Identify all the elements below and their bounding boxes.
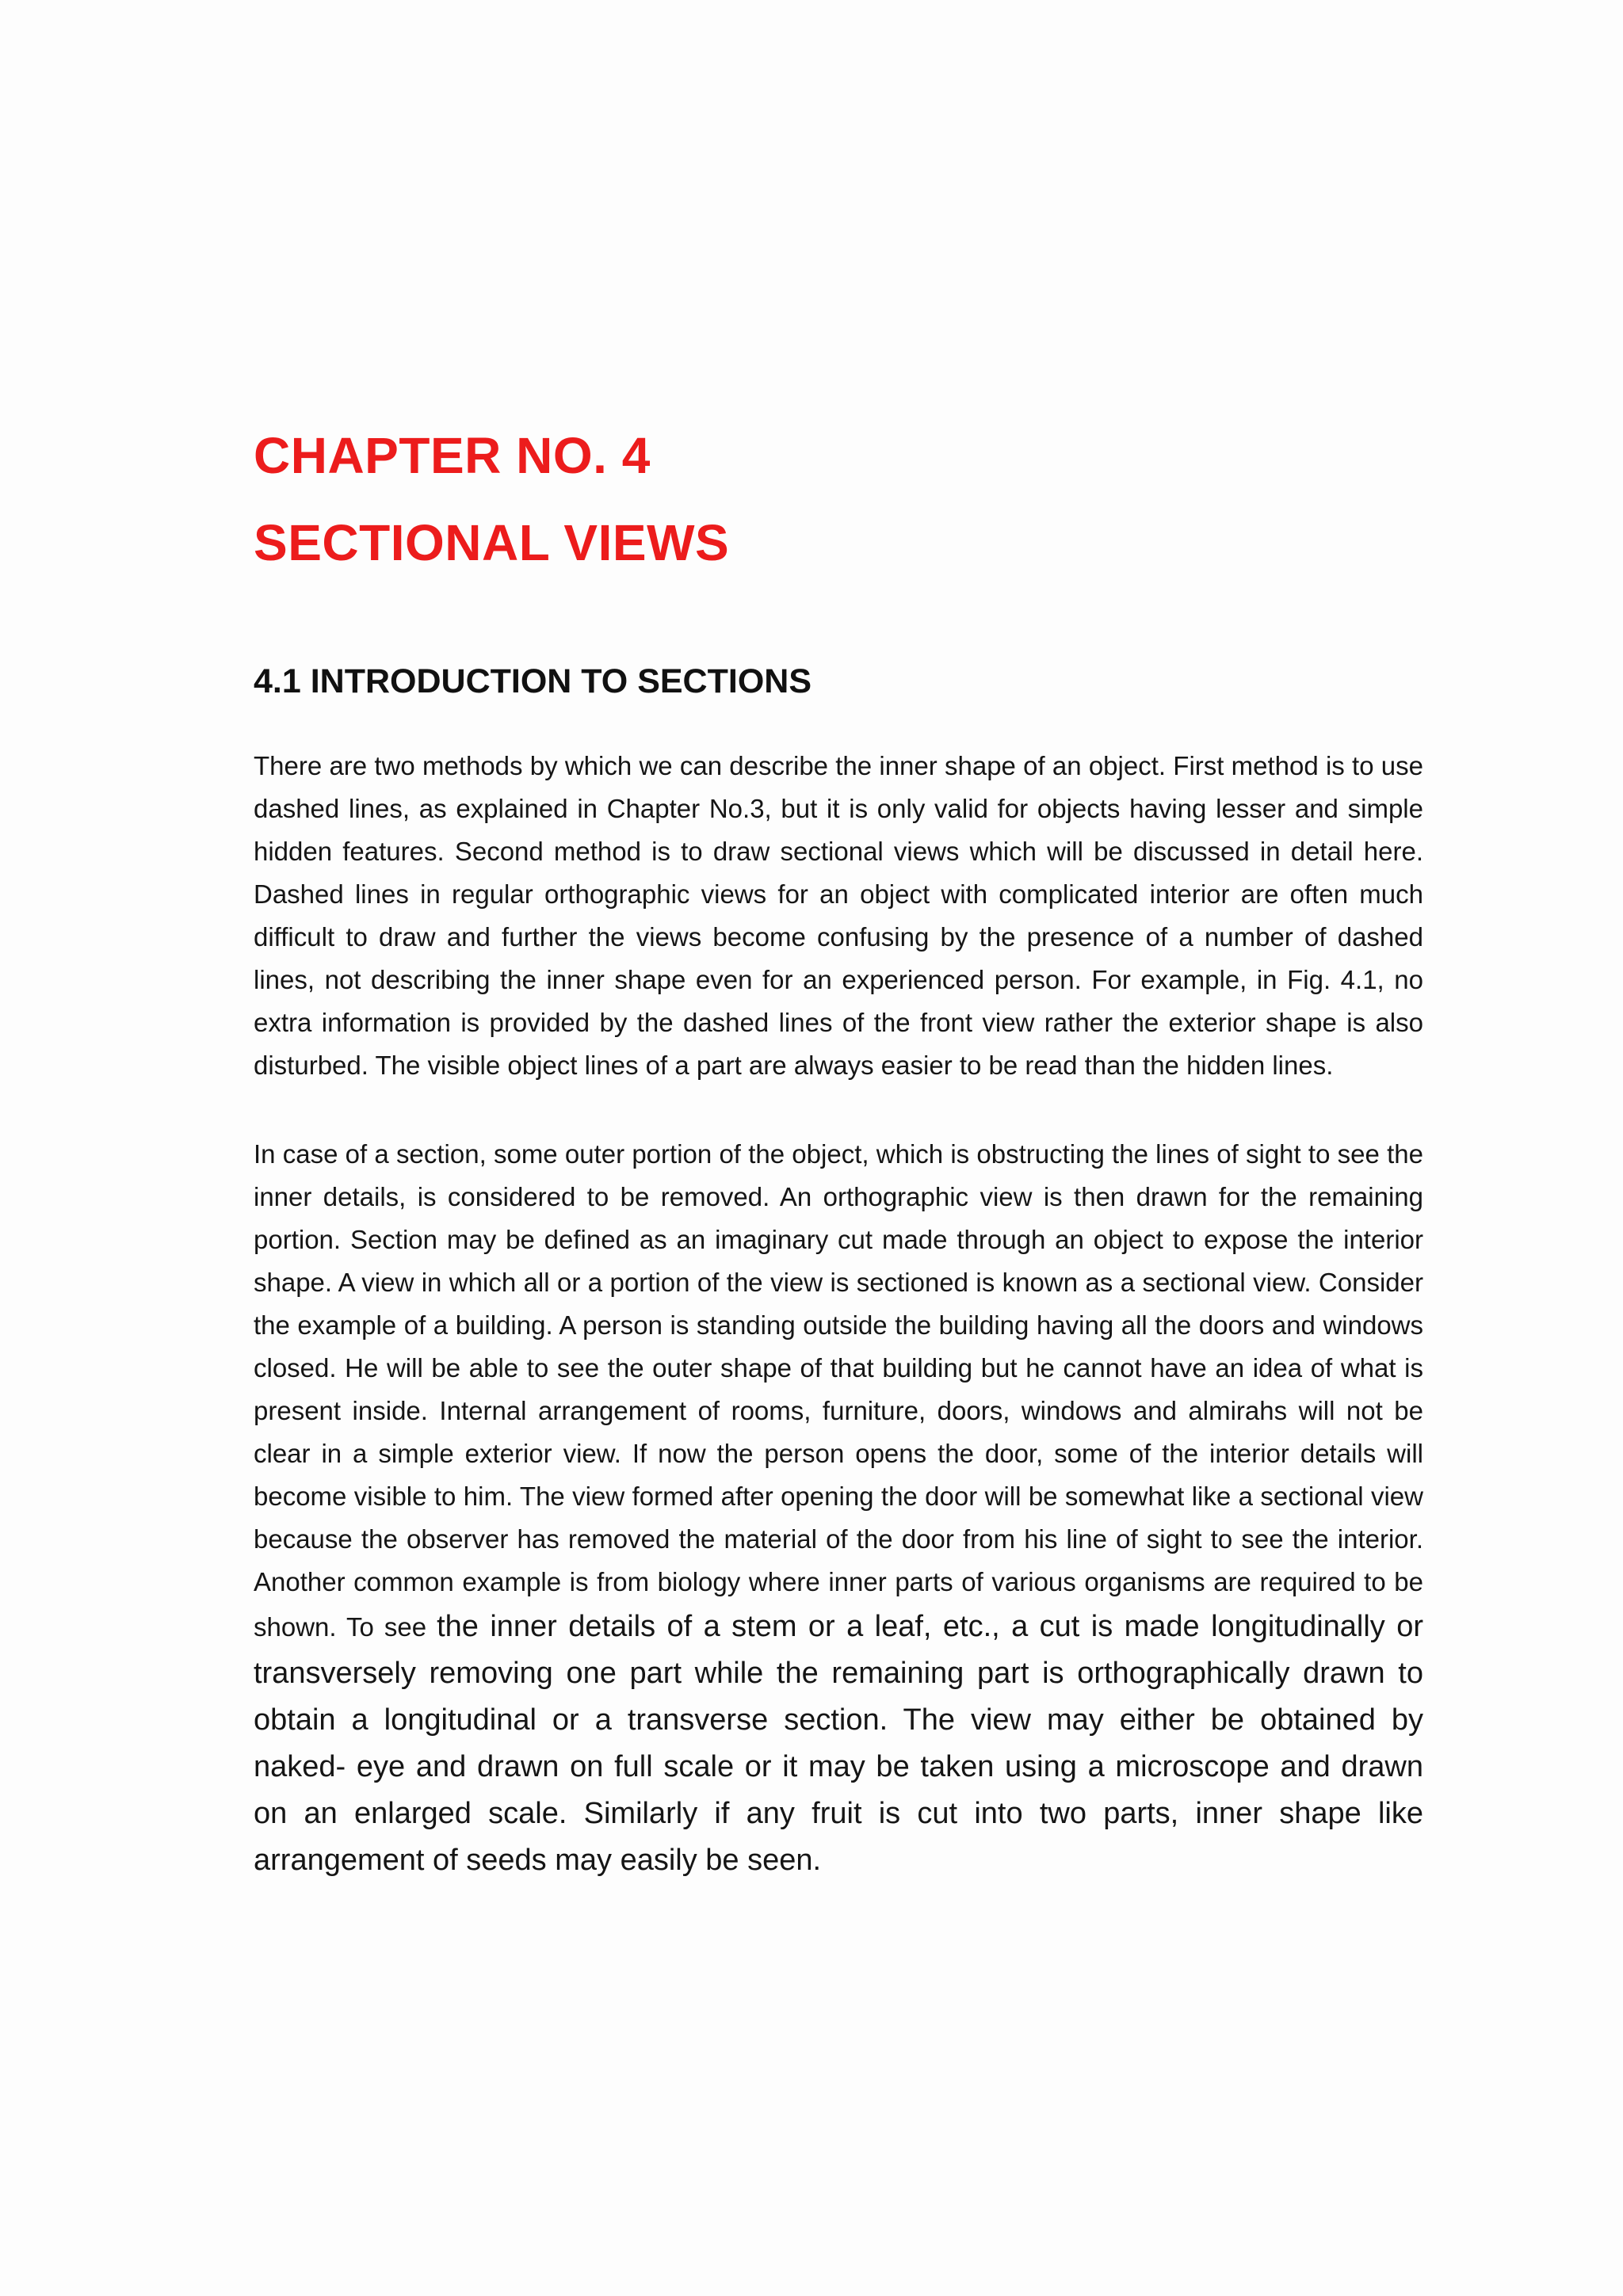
chapter-title: SECTIONAL VIEWS bbox=[254, 514, 730, 571]
paragraph-text-regular: In case of a section, some outer portion of the object, which is obstructing the lines of sight to see the inner details, is considered to be removed. An orthographic view is then drawn for the remaining portion. Section may be defined as an imaginary cut made through an object to expose the interior shape. A view in which all or a portion of the view is sectioned is known as a sectional view. Consider the example of a building. A person is standing outside the building having all the doors and windows closed. He will be able to see the outer shape of that building but he cannot have an idea of what is present inside. Internal arrangement of rooms, furniture, doors, windows and almirahs will not be clear in a simple exterior view. If now the person opens the door, some of the interior details will become visible to him. The view formed after opening the door will be somewhat like a sectional view because the observer has removed the material of the door from his line of sight to see the interior. Another common example is from biology where inner parts of various organisms are required to be shown. To see bbox=[254, 1139, 1423, 1642]
paragraph-intro: There are two methods by which we can describe the inner shape of an object. First method is to use dashed lines, as explained in Chapter No.3, but it is only valid for objects having lesser and simple hidden features. Second method is to draw sectional views which will be discussed in detail here. Dashed lines in regular orthographic views for an object with complicated interior are often much difficult to draw and further the views become confusing by the presence of a number of dashed lines, not describing the inner shape even for an experienced person. For example, in Fig. 4.1, no extra information is provided by the dashed lines of the front view rather the exterior shape is also disturbed. The visible object lines of a part are always easier to be read than the hidden lines. bbox=[254, 751, 1423, 1080]
chapter-number: CHAPTER NO. 4 bbox=[254, 427, 651, 484]
section-heading: 4.1 INTRODUCTION TO SECTIONS bbox=[254, 662, 812, 700]
paragraph-section-definition bbox=[254, 1133, 1423, 1884]
document-page bbox=[254, 412, 1423, 1884]
paragraph-text-larger: the inner details of a stem or a leaf, etc., a cut is made longitudinally or transversely removing one part while the remaining part is orthographically drawn to obtain a longitudinal or a transverse section. The view may either be obtained by naked- eye and drawn on full scale or it may be taken using a microscope and drawn on an enlarged scale. Similarly if any fruit is cut into two parts, inner shape like arrangement of seeds may easily be seen. bbox=[254, 1610, 1423, 1877]
